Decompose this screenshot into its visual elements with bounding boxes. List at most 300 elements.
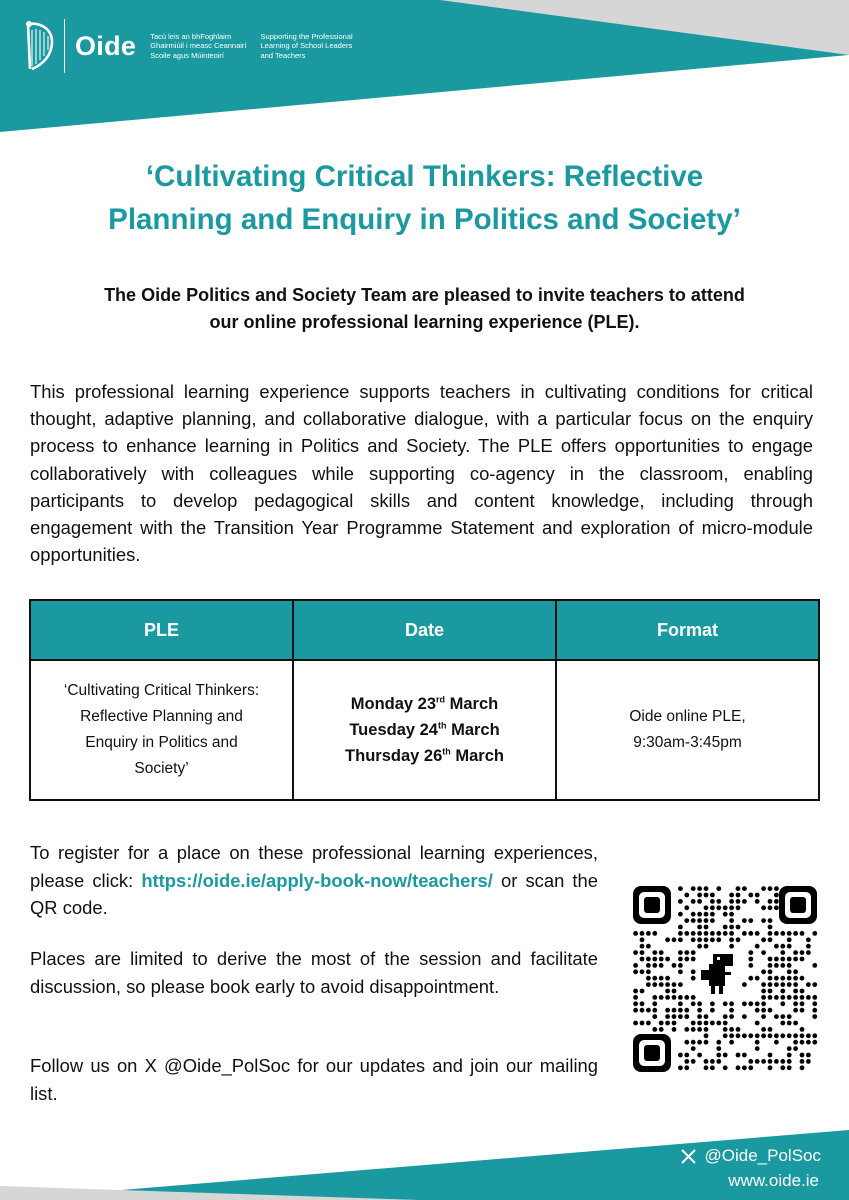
qr-module: [800, 957, 805, 962]
qr-module: [716, 899, 721, 904]
qr-module: [793, 982, 798, 987]
qr-module: [684, 950, 689, 955]
qr-module: [742, 1014, 747, 1019]
qr-module: [659, 957, 664, 962]
qr-module: [646, 1021, 651, 1026]
qr-module: [678, 950, 683, 955]
qr-module: [665, 1021, 670, 1026]
qr-module: [755, 931, 760, 936]
harp-icon: [22, 20, 56, 72]
qr-module: [774, 893, 779, 898]
qr-module: [793, 1021, 798, 1026]
qr-module: [678, 1014, 683, 1019]
qr-module: [691, 931, 696, 936]
qr-module: [774, 899, 779, 904]
qr-module: [716, 1053, 721, 1058]
qr-module: [640, 1001, 645, 1006]
qr-module: [659, 1021, 664, 1026]
qr-module: [684, 957, 689, 962]
qr-module: [633, 969, 638, 974]
qr-module: [678, 969, 683, 974]
qr-module: [652, 957, 657, 962]
qr-module: [780, 982, 785, 987]
qr-module: [748, 893, 753, 898]
qr-module: [710, 918, 715, 923]
qr-module: [774, 982, 779, 987]
qr-module: [729, 1033, 734, 1038]
qr-module: [800, 976, 805, 981]
qr-module: [697, 1040, 702, 1045]
qr-module: [787, 937, 792, 942]
qr-module: [787, 1046, 792, 1051]
qr-module: [761, 969, 766, 974]
qr-module: [723, 1001, 728, 1006]
qr-module: [633, 950, 638, 955]
qr-module: [729, 1008, 734, 1013]
qr-module: [787, 957, 792, 962]
qr-module: [787, 1014, 792, 1019]
qr-module: [672, 963, 677, 968]
qr-module: [659, 982, 664, 987]
qr-module: [704, 944, 709, 949]
qr-module: [710, 899, 715, 904]
qr-module: [768, 995, 773, 1000]
qr-module: [691, 886, 696, 891]
qr-module: [723, 1014, 728, 1019]
qr-module: [780, 995, 785, 1000]
qr-module: [691, 1059, 696, 1064]
qr-module: [800, 1008, 805, 1013]
qr-module: [678, 1053, 683, 1058]
qr-module: [723, 925, 728, 930]
qr-module: [640, 1021, 645, 1026]
qr-module: [729, 1001, 734, 1006]
qr-module: [755, 1059, 760, 1064]
qr-module: [691, 950, 696, 955]
qr-module: [780, 976, 785, 981]
qr-module: [774, 976, 779, 981]
qr-module: [787, 931, 792, 936]
qr-module: [678, 1008, 683, 1013]
qr-module: [787, 969, 792, 974]
qr-module: [787, 963, 792, 968]
qr-module: [736, 905, 741, 910]
qr-module: [812, 982, 817, 987]
qr-module: [761, 905, 766, 910]
qr-module: [723, 912, 728, 917]
qr-module: [800, 1001, 805, 1006]
qr-module: [697, 1021, 702, 1026]
oide-logo[interactable]: [22, 18, 375, 74]
qr-module: [640, 937, 645, 942]
qr-module: [659, 995, 664, 1000]
qr-module: [768, 1027, 773, 1032]
qr-module: [755, 1040, 760, 1045]
ple-table: [29, 599, 820, 801]
qr-module: [710, 1065, 715, 1070]
qr-module: [691, 899, 696, 904]
qr-module: [780, 1059, 785, 1064]
footer-website[interactable]: www.oide.ie: [728, 1171, 819, 1190]
qr-module: [646, 944, 651, 949]
qr-module: [729, 925, 734, 930]
qr-module: [755, 899, 760, 904]
qr-module: [736, 886, 741, 891]
registration-link[interactable]: https://oide.ie/apply-book-now/teachers/: [141, 869, 493, 891]
qr-module: [723, 1027, 728, 1032]
qr-module: [684, 995, 689, 1000]
qr-module: [684, 1014, 689, 1019]
qr-module: [691, 912, 696, 917]
qr-module: [723, 905, 728, 910]
qr-module: [652, 995, 657, 1000]
qr-module: [691, 1040, 696, 1045]
qr-module: [780, 989, 785, 994]
qr-module: [768, 963, 773, 968]
qr-module: [684, 1065, 689, 1070]
qr-module: [646, 976, 651, 981]
qr-module: [748, 1033, 753, 1038]
qr-module: [761, 1001, 766, 1006]
qr-code[interactable]: [631, 884, 819, 1074]
qr-module: [742, 886, 747, 891]
register-paragraph: To register for a place on these professional learning experiences, please click: https://oide.ie/apply-book-now/teachers/ or scan the QR code.: [30, 842, 599, 918]
qr-module: [672, 982, 677, 987]
qr-module: [742, 1053, 747, 1058]
qr-module: [761, 1008, 766, 1013]
qr-module: [780, 950, 785, 955]
table-row: [30, 660, 819, 800]
qr-module: [755, 1001, 760, 1006]
qr-module: [806, 1040, 811, 1045]
qr-module: [646, 982, 651, 987]
qr-module: [691, 1046, 696, 1051]
qr-module: [691, 1001, 696, 1006]
qr-module: [640, 950, 645, 955]
qr-module: [704, 925, 709, 930]
qr-module: [787, 1053, 792, 1058]
qr-module: [659, 950, 664, 955]
qr-module: [723, 1053, 728, 1058]
qr-module: [665, 957, 670, 962]
qr-module: [729, 944, 734, 949]
qr-module: [697, 1053, 702, 1058]
qr-module: [659, 976, 664, 981]
qr-module: [697, 1008, 702, 1013]
qr-module: [774, 905, 779, 910]
qr-module: [812, 963, 817, 968]
qr-module: [768, 1008, 773, 1013]
qr-module: [697, 893, 702, 898]
qr-module: [684, 1040, 689, 1045]
qr-module: [704, 1027, 709, 1032]
qr-module: [684, 1059, 689, 1064]
qr-module: [729, 937, 734, 942]
qr-module: [800, 1059, 805, 1064]
qr-module: [652, 950, 657, 955]
qr-module: [774, 1059, 779, 1064]
qr-module: [672, 937, 677, 942]
qr-module: [716, 1059, 721, 1064]
qr-module: [806, 995, 811, 1000]
qr-module: [736, 1027, 741, 1032]
qr-module: [736, 899, 741, 904]
qr-module: [812, 1008, 817, 1013]
qr-module: [774, 1033, 779, 1038]
qr-module: [652, 976, 657, 981]
qr-module: [780, 1033, 785, 1038]
qr-module: [652, 982, 657, 987]
qr-module: [691, 969, 696, 974]
qr-module: [761, 918, 766, 923]
qr-module: [768, 905, 773, 910]
qr-module: [652, 1008, 657, 1013]
qr-module: [633, 1021, 638, 1026]
qr-module: [729, 899, 734, 904]
date-monday: Monday 23rd March: [350, 694, 499, 713]
qr-module: [652, 1001, 657, 1006]
qr-module: [672, 1027, 677, 1032]
qr-module: [774, 957, 779, 962]
qr-module: [780, 1021, 785, 1026]
qr-module: [691, 1027, 696, 1032]
qr-module: [793, 1001, 798, 1006]
qr-module: [768, 982, 773, 987]
qr-module: [736, 893, 741, 898]
qr-module: [768, 886, 773, 891]
qr-module: [697, 918, 702, 923]
qr-module: [761, 989, 766, 994]
qr-module: [768, 1065, 773, 1070]
qr-module: [704, 1033, 709, 1038]
qr-module: [691, 995, 696, 1000]
qr-module: [736, 937, 741, 942]
qr-module: [742, 1065, 747, 1070]
qr-module: [793, 989, 798, 994]
qr-module: [761, 1014, 766, 1019]
qr-module: [761, 937, 766, 942]
qr-module: [812, 1001, 817, 1006]
qr-module: [806, 1053, 811, 1058]
qr-module: [672, 1014, 677, 1019]
qr-module: [704, 912, 709, 917]
qr-module: [710, 1008, 715, 1013]
qr-module: [646, 957, 651, 962]
qr-module: [780, 944, 785, 949]
qr-module: [640, 957, 645, 962]
qr-module: [774, 944, 779, 949]
qr-module: [716, 1021, 721, 1026]
qr-module: [710, 905, 715, 910]
qr-module: [697, 886, 702, 891]
qr-module: [729, 1014, 734, 1019]
qr-module: [729, 893, 734, 898]
qr-module: [742, 931, 747, 936]
qr-module: [652, 931, 657, 936]
qr-module: [806, 1059, 811, 1064]
qr-module: [761, 1033, 766, 1038]
qr-module: [787, 1021, 792, 1026]
qr-module: [755, 893, 760, 898]
qr-module: [793, 1040, 798, 1045]
qr-module: [678, 957, 683, 962]
qr-module: [710, 1001, 715, 1006]
qr-module: [793, 1046, 798, 1051]
qr-module: [640, 944, 645, 949]
description-paragraph: This professional learning experience supports teachers in cultivating conditions for critical thought, adaptive planning, and collaborative dialogue, with a particular focus on the enquiry process to enhance learning in Politics and Society. The PLE offers opportunities to engage collaboratively with colleagues while supporting co-agency in the classroom, enabling participants to develop pedagogical skills and content knowledge, including through engagement with the Transition Year Programme Statement and exploration of micro-module opportunities.: [30, 381, 813, 566]
qr-module: [652, 963, 657, 968]
qr-module: [736, 1053, 741, 1058]
qr-module: [678, 1065, 683, 1070]
qr-finder-bottom-left: [633, 1034, 671, 1072]
qr-module: [716, 1040, 721, 1045]
qr-module: [710, 893, 715, 898]
qr-module: [697, 1027, 702, 1032]
qr-module: [812, 931, 817, 936]
qr-module: [774, 886, 779, 891]
qr-module: [697, 1001, 702, 1006]
qr-module: [665, 995, 670, 1000]
qr-module: [697, 912, 702, 917]
qr-module: [736, 1033, 741, 1038]
qr-module: [780, 931, 785, 936]
qr-module: [723, 1021, 728, 1026]
qr-module: [742, 899, 747, 904]
qr-module: [704, 893, 709, 898]
qr-module: [748, 963, 753, 968]
qr-module: [787, 982, 792, 987]
qr-module: [691, 937, 696, 942]
qr-module: [723, 931, 728, 936]
qr-module: [748, 1001, 753, 1006]
qr-module: [646, 931, 651, 936]
qr-module: [678, 912, 683, 917]
qr-module: [812, 1040, 817, 1045]
qr-module: [729, 918, 734, 923]
footer-x-handle[interactable]: @Oide_PolSoc: [680, 1146, 822, 1166]
qr-module: [742, 1001, 747, 1006]
qr-module: [768, 957, 773, 962]
qr-module: [793, 950, 798, 955]
qr-module: [723, 1065, 728, 1070]
qr-module: [812, 1033, 817, 1038]
qr-module: [742, 982, 747, 987]
qr-module: [729, 1040, 734, 1045]
qr-module: [748, 918, 753, 923]
qr-module: [704, 918, 709, 923]
qr-module: [774, 995, 779, 1000]
qr-module: [761, 950, 766, 955]
qr-module: [812, 995, 817, 1000]
qr-module: [768, 931, 773, 936]
qr-module: [704, 1021, 709, 1026]
qr-module: [787, 1033, 792, 1038]
qr-module: [691, 976, 696, 981]
qr-module: [742, 918, 747, 923]
qr-module: [768, 918, 773, 923]
title-line: Planning and Enquiry in Politics and Society’: [108, 203, 741, 236]
qr-module: [672, 1008, 677, 1013]
qr-module: [684, 905, 689, 910]
qr-module: [704, 937, 709, 942]
qr-module: [633, 1001, 638, 1006]
qr-module: [704, 1059, 709, 1064]
qr-module: [684, 1008, 689, 1013]
qr-module: [716, 905, 721, 910]
qr-module: [646, 963, 651, 968]
qr-module: [691, 918, 696, 923]
qr-module: [652, 1014, 657, 1019]
qr-module: [678, 925, 683, 930]
qr-module: [800, 995, 805, 1000]
qr-module: [800, 1040, 805, 1045]
date-thursday: Thursday 26th March: [345, 746, 504, 765]
qr-module: [684, 1053, 689, 1058]
qr-module: [768, 989, 773, 994]
qr-module: [684, 931, 689, 936]
qr-module: [793, 957, 798, 962]
qr-module: [716, 931, 721, 936]
qr-module: [780, 1001, 785, 1006]
qr-module: [633, 963, 638, 968]
qr-module: [761, 1059, 766, 1064]
qr-module: [768, 899, 773, 904]
qr-module: [665, 1008, 670, 1013]
qr-module: [678, 995, 683, 1000]
qr-module: [787, 944, 792, 949]
qr-module: [736, 925, 741, 930]
qr-module: [800, 1065, 805, 1070]
qr-module: [800, 1033, 805, 1038]
qr-module: [672, 989, 677, 994]
qr-module: [800, 950, 805, 955]
qr-module: [780, 1014, 785, 1019]
qr-module: [761, 886, 766, 891]
qr-module: [710, 1059, 715, 1064]
qr-module: [633, 995, 638, 1000]
qr-module: [780, 957, 785, 962]
qr-module: [691, 957, 696, 962]
qr-module: [748, 950, 753, 955]
qr-module: [800, 1053, 805, 1058]
qr-module: [716, 1046, 721, 1051]
qr-module: [768, 1033, 773, 1038]
qr-module: [729, 1027, 734, 1032]
qr-module: [748, 957, 753, 962]
qr-module: [729, 912, 734, 917]
qr-module: [678, 982, 683, 987]
qr-module: [646, 1008, 651, 1013]
qr-module: [755, 1033, 760, 1038]
qr-module: [704, 1014, 709, 1019]
column-header-format: Format: [556, 600, 819, 660]
qr-module: [633, 931, 638, 936]
qr-module: [710, 1021, 715, 1026]
dino-icon: [701, 954, 733, 994]
qr-module: [768, 969, 773, 974]
qr-module: [716, 886, 721, 891]
qr-module: [793, 976, 798, 981]
qr-module: [672, 1021, 677, 1026]
qr-module: [710, 931, 715, 936]
qr-module: [640, 989, 645, 994]
qr-module: [806, 937, 811, 942]
qr-module: [710, 912, 715, 917]
qr-module: [678, 937, 683, 942]
qr-finder-top-left: [633, 886, 671, 924]
qr-module: [659, 1027, 664, 1032]
qr-module: [684, 1027, 689, 1032]
